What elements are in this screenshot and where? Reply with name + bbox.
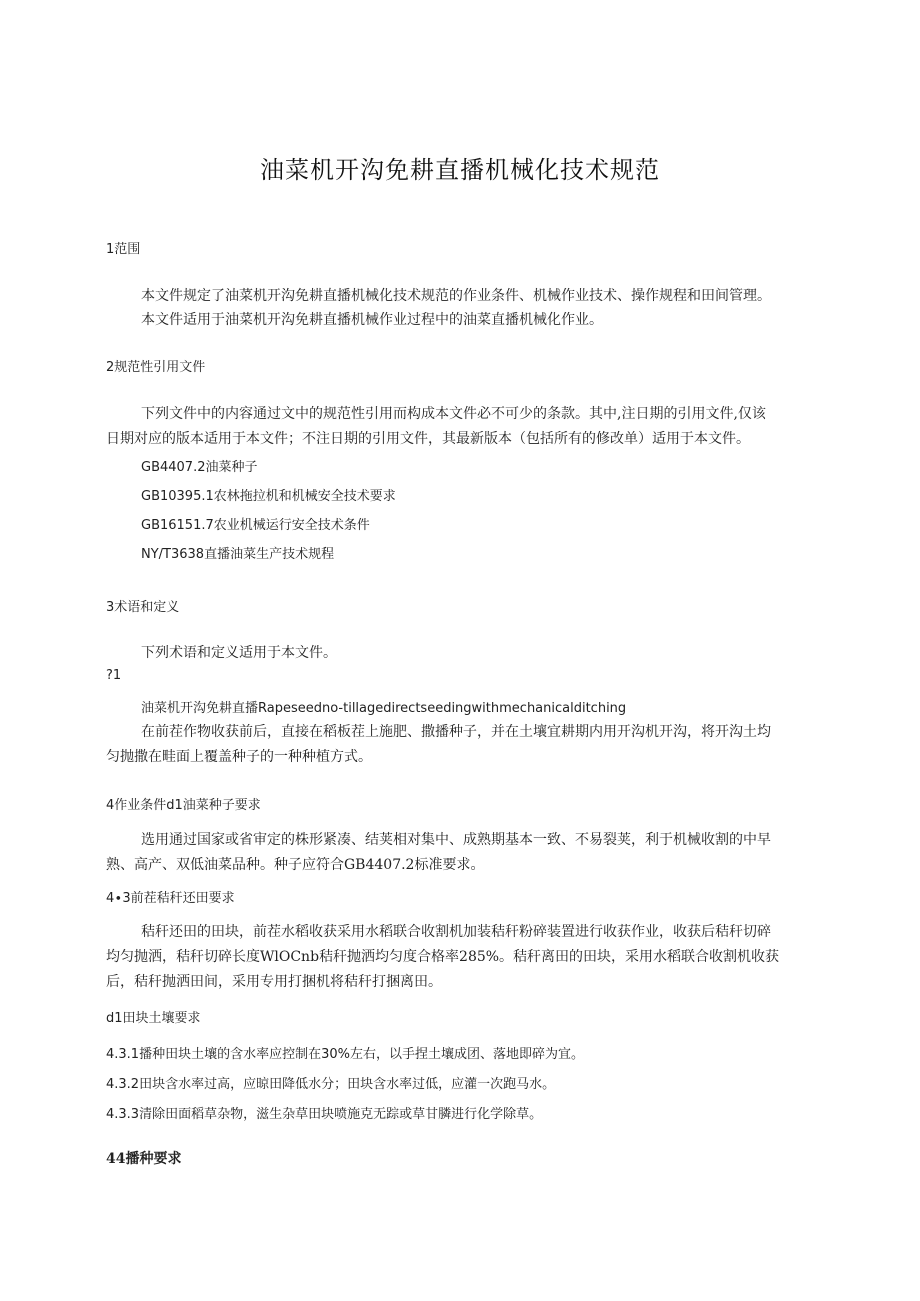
section-4-1-paragraph-line-2: 熟、高产、双低油菜品种。种子应符合GB4407.2标准要求。 — [106, 857, 485, 873]
section-4-2-heading: 4∙3前茬秸秆还田要求 — [106, 891, 235, 906]
section-1-heading: 1范围 — [106, 242, 141, 257]
section-4-3-heading: d1田块土壤要求 — [106, 1011, 201, 1026]
section-2-paragraph-line-2: 日期对应的版本适用于本文件；不注日期的引用文件，其最新版本（包括所有的修改单）适用于本文件。 — [106, 431, 750, 447]
term-definition-line-1: 在前茬作物收获前后，直接在稻板茬上施肥、撒播种子，并在土壤宜耕期内用开沟机开沟，将开沟土均 — [141, 724, 771, 740]
term-name: 油菜机开沟免耕直播Rapeseedno-tillagedirectseedingwithmechanicalditching — [141, 701, 627, 716]
section-3-heading: 3术语和定义 — [106, 600, 180, 615]
list-item: 4.3.1播种田块土壤的含水率应控制在30%左右，以手捏土壤成团、落地即碎为宜。 — [106, 1047, 584, 1062]
document-title: 油菜机开沟免耕直播机械化技术规范 — [260, 156, 660, 184]
reference-item: GB10395.1农林拖拉机和机械安全技术要求 — [141, 489, 396, 504]
section-4-2-paragraph-line-2: 均匀抛洒，秸秆切碎长度WlOCnb秸秆抛洒均匀度合格率285%。秸秆离田的田块，采用水稻联合收割机收获 — [106, 949, 780, 965]
reference-item: NY/T3638直播油菜生产技术规程 — [141, 547, 335, 562]
reference-item: GB4407.2油菜种子 — [141, 460, 258, 475]
list-item: 4.3.3清除田面稻草杂物，滋生杂草田块喷施克无踪或草甘膦进行化学除草。 — [106, 1107, 543, 1122]
section-4-heading: 4作业条件d1油菜种子要求 — [106, 798, 261, 813]
section-2-paragraph-line-1: 下列文件中的内容通过文中的规范性引用而构成本文件必不可少的条款。其中,注日期的引用文件,仅该 — [141, 406, 766, 422]
section-4-2-paragraph-line-3: 后，秸秆抛洒田间，采用专用打捆机将秸秆打捆离田。 — [106, 974, 442, 990]
section-4-4-heading: 44播种要求 — [106, 1151, 182, 1167]
section-1-paragraph-2: 本文件适用于油菜机开沟免耕直播机械作业过程中的油菜直播机械化作业。 — [141, 312, 603, 328]
section-2-heading: 2规范性引用文件 — [106, 360, 206, 375]
section-3-intro: 下列术语和定义适用于本文件。 — [141, 645, 337, 661]
term-definition-line-2: 匀抛撒在畦面上覆盖种子的一种种植方式。 — [106, 749, 372, 765]
list-item: 4.3.2田块含水率过高，应晾田降低水分；田块含水率过低，应灌一次跑马水。 — [106, 1077, 556, 1092]
section-4-1-paragraph-line-1: 选用通过国家或省审定的株形紧凑、结荚相对集中、成熟期基本一致、不易裂荚，利于机械收割的中早 — [141, 832, 771, 848]
reference-item: GB16151.7农业机械运行安全技术条件 — [141, 518, 370, 533]
section-4-2-paragraph-line-1: 秸秆还田的田块，前茬水稻收获采用水稻联合收割机加装秸秆粉碎装置进行收获作业，收获后秸秆切碎 — [141, 924, 771, 940]
term-number: ?1 — [106, 668, 122, 683]
section-1-paragraph-1: 本文件规定了油菜机开沟免耕直播机械化技术规范的作业条件、机械作业技术、操作规程和田间管理。 — [141, 288, 771, 304]
